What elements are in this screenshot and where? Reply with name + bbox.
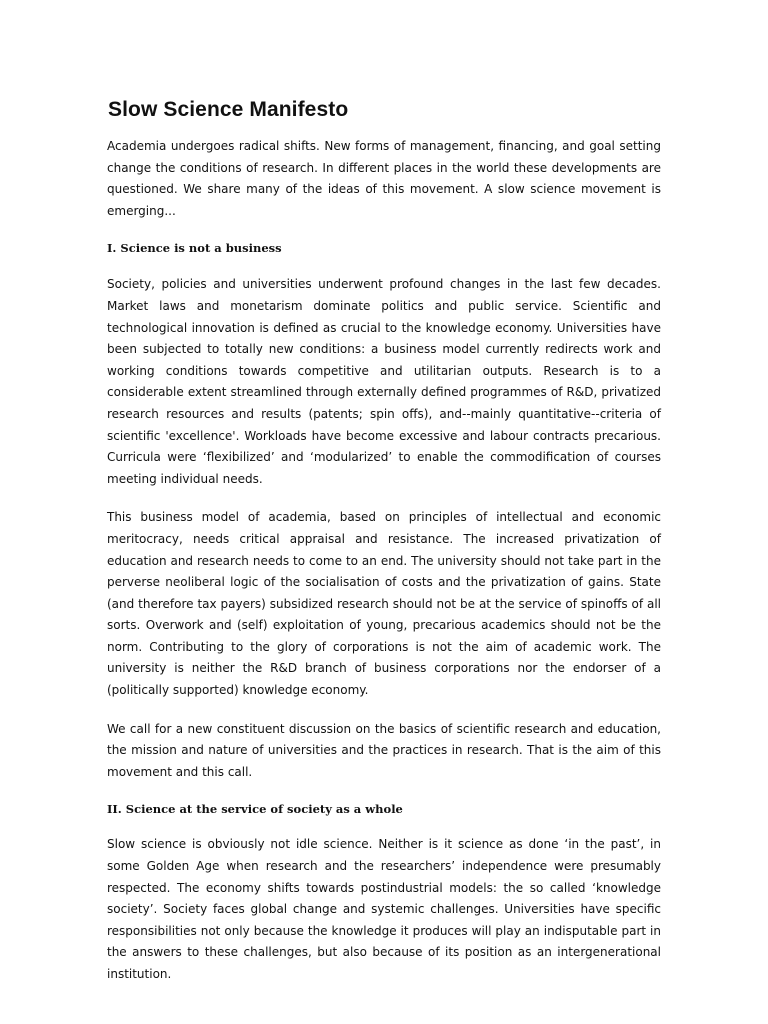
document-title: Slow Science Manifesto — [108, 98, 349, 121]
intro-paragraph: Academia undergoes radical shifts. New forms of management, financing, and goal setting change the conditions of research. In different places in the world these developments are questioned. We share many of the ideas of this movement. A slow science movement is emerging... — [107, 139, 661, 218]
section-2-heading: II. Science at the service of society as a whole — [107, 802, 403, 817]
section-1-paragraph-1: Society, policies and universities underwent profound changes in the last few decades. Market laws and monetarism dominate politics and public service. Scientific and technological innovation is defined as crucial to the knowledge economy. Universities have been subjected to totally new conditions: a business model currently redirects work and working conditions towards competitive and utilitarian outputs. Research is to a considerable extent streamlined through externally defined programmes of R&D, privatized research resources and results (patents; spin offs), and--mainly quantitative--criteria of scientific 'excellence'. Workloads have become excessive and labour contracts precarious. Curricula were ‘flexibilized’ and ‘modularized’ to enable the commodification of courses meeting individual needs. — [107, 277, 661, 486]
section-1-heading: I. Science is not a business — [107, 241, 282, 256]
section-2-paragraph-1: Slow science is obviously not idle science. Neither is it science as done ‘in the past’, in some Golden Age when research and the researchers’ independence were presumably respected. The economy shifts towards postindustrial models: the so called ‘knowledge society’. Society faces global change and systemic challenges. Universities have specific responsibilities not only because the knowledge it produces will play an indisputable part in the answers to these challenges, but also because of its position as an intergenerational institution. — [107, 837, 661, 981]
section-1-paragraph-2: This business model of academia, based on principles of intellectual and economic meritocracy, needs critical appraisal and resistance. The increased privatization of education and research needs to come to an end. The university should not take part in the perverse neoliberal logic of the socialisation of costs and the privatization of gains. State (and therefore tax payers) subsidized research should not be at the service of spinoffs of all sorts. Overwork and (self) exploitation of young, precarious academics should not be the norm. Contributing to the glory of corporations is not the aim of academic work. The university is neither the R&D branch of business corporations nor the endorser of a (politically supported) knowledge economy. — [107, 510, 661, 698]
document-page — [107, 98, 661, 986]
section-1-paragraph-3: We call for a new constituent discussion on the basics of scientific research and education, the mission and nature of universities and the practices in research. That is the aim of this movement and this call. — [107, 721, 661, 779]
